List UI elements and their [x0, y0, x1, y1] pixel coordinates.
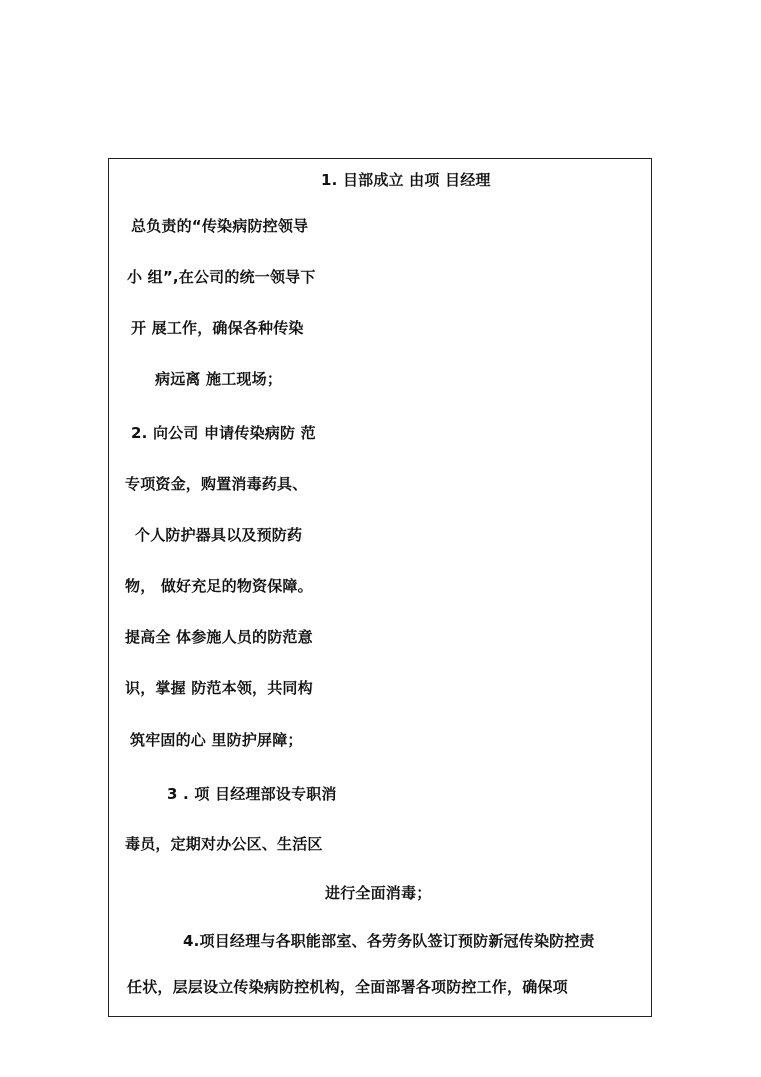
text-line-1: 1. 目部成立 由项 目经理 [321, 171, 491, 189]
text-line-17: 任状，层层设立传染病防控机构，全面部署各项防控工作，确保项 [127, 978, 568, 996]
text-line-14: 毒员，定期对办公区、生活区 [125, 835, 323, 853]
text-line-11: 识，掌握 防范本领，共同构 [125, 679, 313, 697]
text-line-10: 提高全 体参施人员的防范意 [125, 628, 313, 646]
text-line-9: 物， 做好充足的物资保障。 [125, 577, 313, 595]
text-line-6: 2. 向公司 申请传染病防 范 [131, 424, 316, 442]
text-line-15: 进行全面消毒； [325, 884, 432, 902]
text-line-5: 病远离 施工现场； [155, 370, 283, 388]
text-line-4: 开 展工作，确保各种传染 [131, 319, 304, 337]
text-line-8: 个人防护器具以及预防药 [135, 526, 303, 544]
text-line-13: 3 . 项 目经理部设专职消 [167, 785, 337, 803]
text-line-12: 筑牢固的心 里防护屏障； [130, 731, 303, 749]
text-line-16: 4.项目经理与各职能部室、各劳务队签订预防新冠传染防控责 [183, 932, 595, 950]
text-line-2: 总负责的“传染病防控领导 [131, 217, 309, 235]
text-line-7: 专项资金，购置消毒药具、 [125, 475, 308, 493]
text-line-3: 小 组”,在公司的统一领导下 [127, 268, 316, 286]
